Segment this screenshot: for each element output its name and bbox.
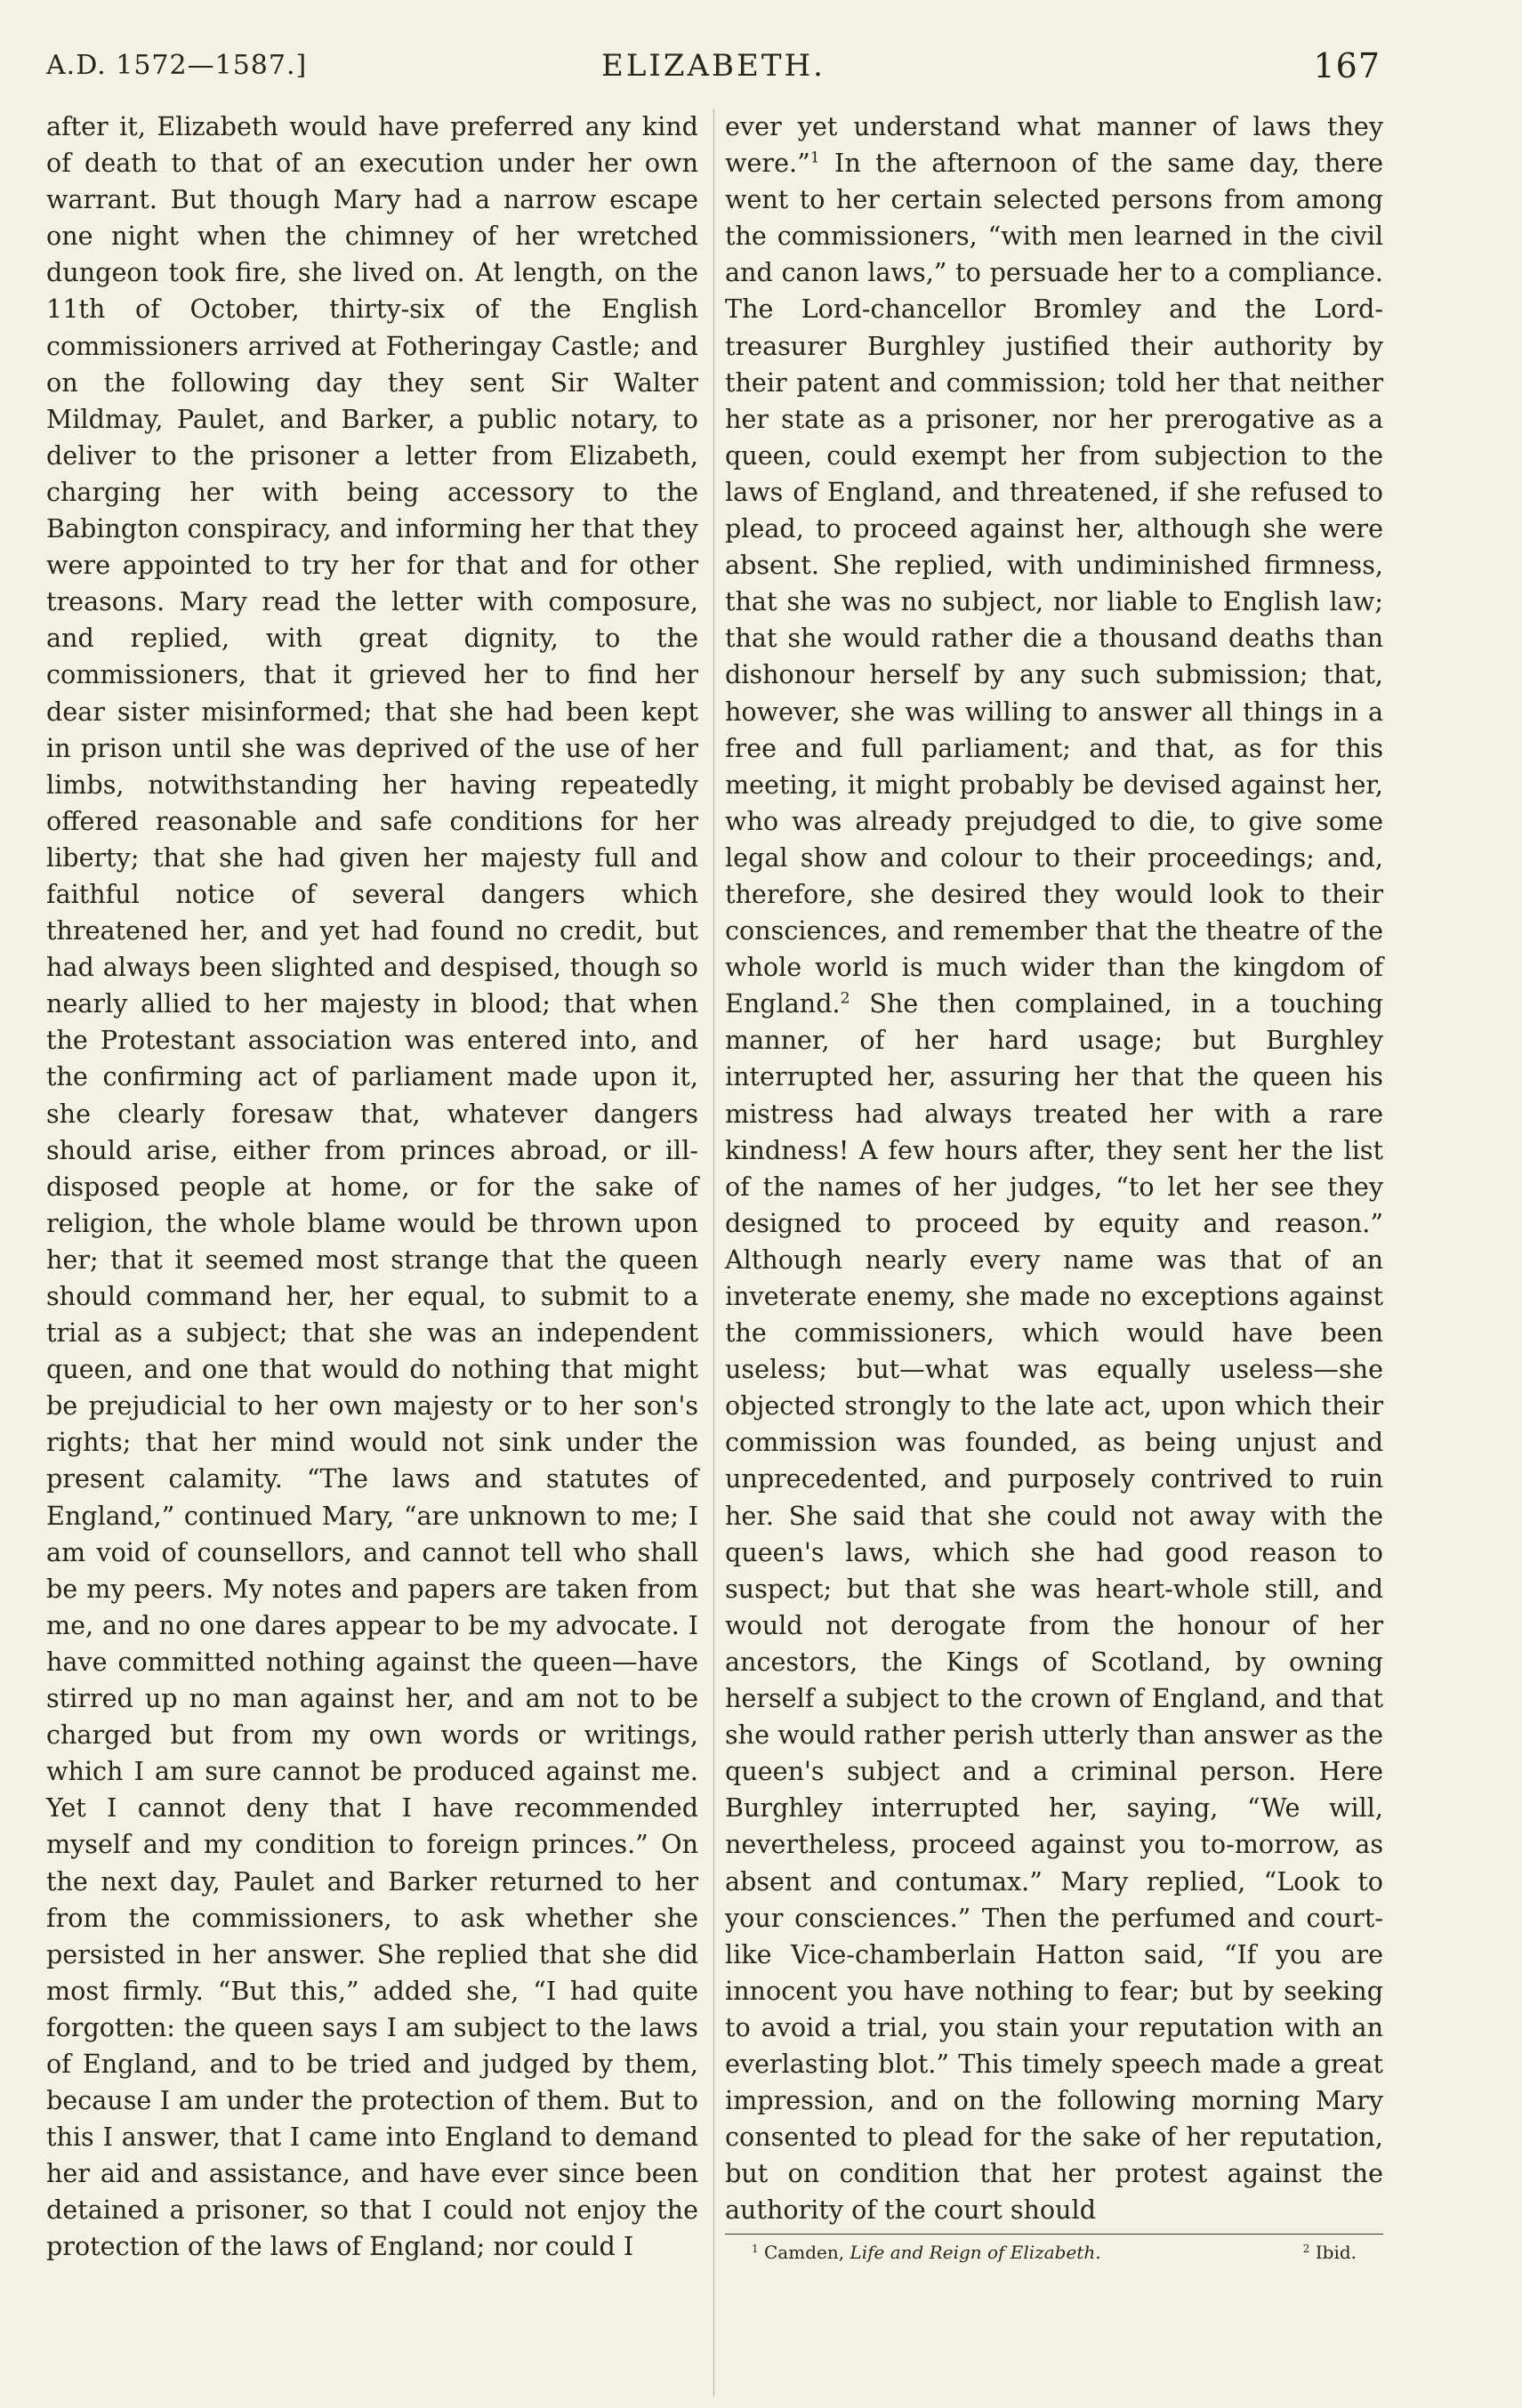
footnote-2 [1303,2239,1357,2266]
right-text-segment-1: ever yet understand what manner of laws they were.” [725,111,1383,179]
footnote-1-author: Camden, [764,2242,845,2263]
right-column-paragraph [725,109,1383,2228]
footnote-1-number: 1 [752,2242,759,2255]
footnote-1 [752,2239,1101,2266]
right-text-column [725,109,1383,2228]
footnote-1-title: Life and Reign of Elizabeth. [850,2242,1101,2263]
right-text-segment-2: In the afternoon of the same day, there went to her certain selected persons from among the commissioners, “with men learned in the civil and canon laws,” to persuade her to a compliance. The Lord-chancellor Bromley and the Lord-treasurer Burghley justified their authority by their patent and commission; told her that neither her state as a prisoner, nor her prerogative as a queen, could exempt her from subjection to the laws of England, and threatened, if she refused to plead, to proceed against her, although she were absent. She replied, with undiminished firmness, that she was no subject, nor liable to English law; that she would rather die a thousand deaths than dishonour herself by any such submission; that, however, she was willing to answer all things in a free and full parliament; and that, as for this meeting, it might probably be devised against her, who was already prejudged to die, to give some legal show and colour to their proceedings; and, therefore, she desired they would look to their consciences, and remember that the theatre of the whole world is much wider than the kingdom of England. [725,148,1383,1019]
left-column-paragraph: after it, Elizabeth would have preferred any kind of death to that of an execution under her own warrant. But though Mary had a narrow escape one night when the chimney of her wretched dungeon took fire, she lived on. At length, on the 11th of October, thirty-six of the English commissioners arrived at Fotheringay Castle; and on the following day they sent Sir Walter Mildmay, Paulet, and Barker, a public notary, to deliver to the prisoner a letter from Elizabeth, charging her with being accessory to the Babington conspiracy, and informing her that they were appointed to try her for that and for other treasons. Mary read the letter with composure, and replied, with great dignity, to the commissioners, that it grieved her to find her dear sister misinformed; that she had been kept in prison until she was deprived of the use of her limbs, notwithstanding her having repeatedly offered reasonable and safe conditions for her liberty; that she had given her majesty full and faithful notice of several dangers which threatened her, and yet had found no credit, but had always been slighted and despised, though so nearly allied to her majesty in blood; that when the Protestant association was entered into, and the confirming act of parliament made upon it, she clearly foresaw that, whatever dangers should arise, either from princes abroad, or ill-disposed people at home, or for the sake of religion, the whole blame would be thrown upon her; that it seemed most strange that the queen should command her, her equal, to submit to a trial as a subject; that she was an independent queen, and one that would do nothing that might be prejudicial to her own majesty or to her son's rights; that her mind would not sink under the present calamity. “The laws and statutes of England,” continued Mary, “are unknown to me; I am void of counsellors, and cannot tell who shall be my peers. My notes and papers are taken from me, and no one dares appear to be my advocate. I have committed nothing against the queen—have stirred up no man against her, and am not to be charged but from my own words or writings, which I am sure cannot be produced against me. Yet I cannot deny that I have recommended myself and my condition to foreign princes.” On the next day, Paulet and Barker returned to her from the commissioners, to ask whether she persisted in her answer. She replied that she did most firmly. “But this,” added she, “I had quite forgotten: the queen says I am subject to the laws of England, and to be tried and judged by them, because I am under the protection of them. But to this I answer, that I came into England to demand her aid and assistance, and have ever since been detained a prisoner, so that I could not enjoy the protection of the laws of England; nor could I [46,111,698,2262]
footnote-ref-2[interactable]: 2 [840,989,850,1008]
footnote-divider [725,2234,1383,2235]
footnote-2-text: Ibid. [1315,2242,1357,2263]
footnote-ref-1[interactable]: 1 [809,149,820,167]
column-divider [713,109,714,2396]
footnote-2-number: 2 [1302,2242,1310,2255]
right-text-segment-3: She then complained, in a touching manner, of her hard usage; but Burghley interrupted her, assuring her that the queen his mistress had always treated her with a rare kindness! A few hours after, they sent her the list of the names of her judges, “to let her see they designed to proceed by equity and reason.” Although nearly every name was that of an inveterate enemy, she made no exceptions against the commissioners, which would have been useless; but—what was equally useless—she objected strongly to the late act, upon which their commission was founded, as being unjust and unprecedented, and purposely contrived to ruin her. She said that she could not away with the queen's laws, which she had good reason to suspect; but that she was heart-whole still, and would not derogate from the honour of her ancestors, the Kings of Scotland, by owning herself a subject to the crown of England, and that she would rather perish utterly than answer as the queen's subject and a criminal person. Here Burghley interrupted her, saying, “We will, nevertheless, proceed against you to-morrow, as absent and contumax.” Mary replied, “Look to your consciences.” Then the perfumed and court-like Vice-chamberlain Hatton said, “If you are innocent you have nothing to fear; but by seeking to avoid a trial, you stain your reputation with an everlasting blot.” This timely speech made a great impression, and on the following morning Mary consented to plead for the sake of her reputation, but on condition that her protest against the authority of the court should [725,988,1383,2226]
page-number: 167 [1313,46,1381,85]
date-range-header: A.D. 1572—1587.] [46,50,308,81]
left-text-column [46,109,698,2266]
running-head [46,43,1381,85]
chapter-title-header: ELIZABETH. [601,48,825,84]
